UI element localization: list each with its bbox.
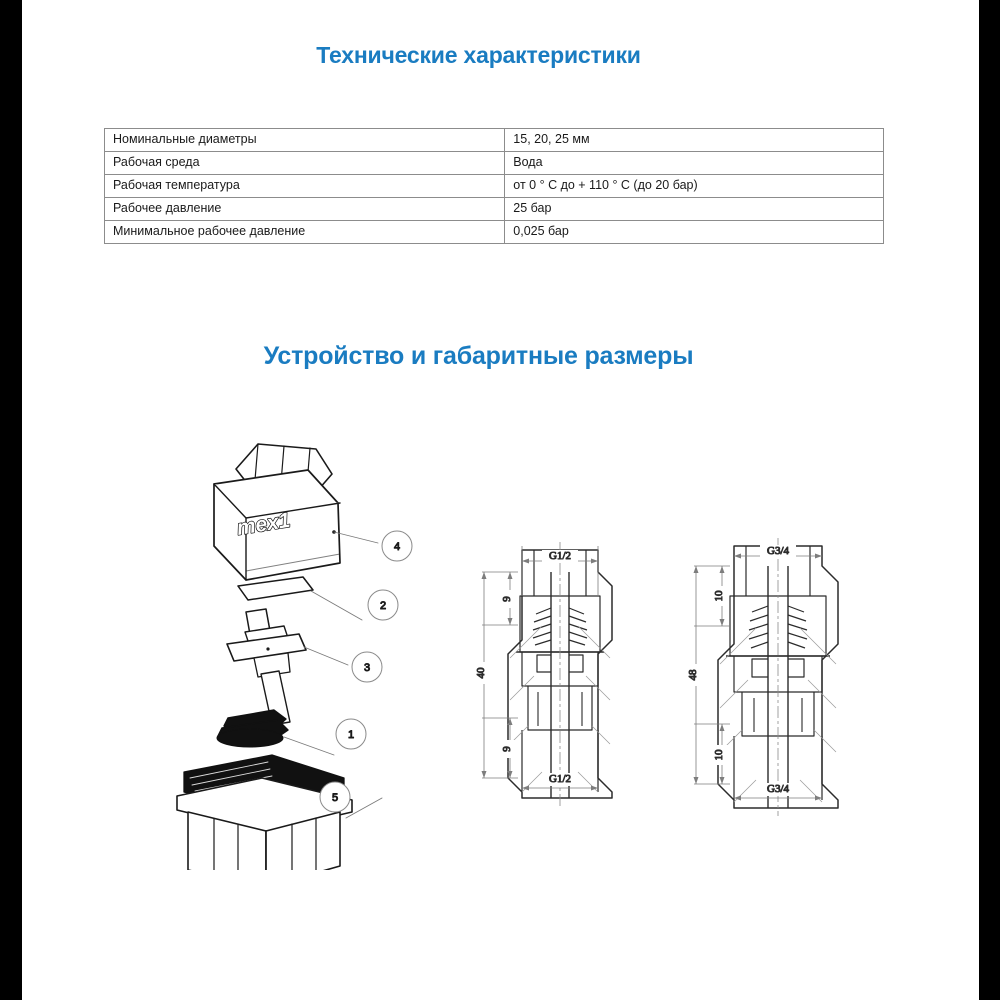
spec-value: 0,025 бар bbox=[505, 221, 884, 244]
spec-value: 15, 20, 25 мм bbox=[505, 129, 884, 152]
leader-line-4 bbox=[334, 532, 378, 543]
leader-line-2 bbox=[311, 591, 362, 620]
dimension-40-total bbox=[475, 572, 491, 778]
dimension-9-top bbox=[482, 572, 518, 625]
part-sealing-cone bbox=[217, 710, 288, 747]
spec-parameter: Минимальное рабочее давление bbox=[105, 221, 505, 244]
dimension-label-thread-top-g12: G1/2 bbox=[549, 550, 571, 562]
specs-heading: Технические характеристики bbox=[316, 42, 641, 68]
dimension-label-thread-bottom-g12: G1/2 bbox=[549, 773, 571, 785]
specifications-table-body bbox=[105, 129, 884, 244]
callout-label-2: 2 bbox=[379, 600, 387, 612]
table-row bbox=[105, 221, 884, 244]
spec-parameter: Рабочая среда bbox=[105, 152, 505, 175]
table-row bbox=[105, 129, 884, 152]
document-page bbox=[22, 0, 979, 1000]
drawings-svg bbox=[22, 400, 979, 870]
spec-parameter: Рабочая температура bbox=[105, 175, 505, 198]
dimension-label-40: 40 bbox=[475, 667, 487, 679]
dimension-label-48: 48 bbox=[687, 669, 699, 681]
brand-logo-text: mex1 bbox=[235, 508, 292, 540]
dimension-48-total bbox=[687, 566, 703, 784]
technical-drawings-area bbox=[22, 400, 979, 870]
callout-bubble-4[interactable] bbox=[382, 531, 412, 561]
dimension-10-top bbox=[694, 566, 730, 626]
part-stem-flange bbox=[227, 609, 306, 725]
dimensions-heading: Устройство и габаритные размеры bbox=[263, 342, 694, 370]
part-gasket-ring bbox=[238, 577, 313, 600]
cross-section-g12 bbox=[475, 542, 612, 870]
dimension-label-9-top: 9 bbox=[501, 596, 513, 602]
callout-label-4: 4 bbox=[393, 541, 401, 553]
spec-parameter: Номинальные диаметры bbox=[105, 129, 505, 152]
spec-value: от 0 ° C до + 110 ° C (до 20 бар) bbox=[505, 175, 884, 198]
part-threaded-base bbox=[177, 755, 352, 870]
callout-bubble-3[interactable] bbox=[352, 652, 382, 682]
leader-line-3 bbox=[304, 647, 348, 665]
specifications-table bbox=[104, 128, 884, 244]
page-edge-right bbox=[979, 0, 1000, 1000]
callout-label-5: 5 bbox=[331, 792, 339, 804]
part-body-cap bbox=[214, 444, 340, 580]
spec-value: 25 бар bbox=[505, 198, 884, 221]
callout-bubble-2[interactable] bbox=[368, 590, 398, 620]
table-row bbox=[105, 198, 884, 221]
callout-bubble-5[interactable] bbox=[320, 782, 350, 812]
dimension-label-10-bottom: 10 bbox=[713, 749, 725, 761]
dimension-label-thread-bottom-g34: G3/4 bbox=[767, 783, 789, 795]
page-edge-left bbox=[0, 0, 22, 1000]
callout-label-1: 1 bbox=[347, 729, 355, 741]
table-row bbox=[105, 152, 884, 175]
dimension-label-thread-top-g34: G3/4 bbox=[767, 545, 789, 557]
dimension-label-9-bottom: 9 bbox=[501, 746, 513, 752]
dimension-label-10-top: 10 bbox=[713, 590, 725, 602]
exploded-view-diagram bbox=[177, 444, 412, 870]
leader-line-1 bbox=[284, 737, 334, 755]
table-row bbox=[105, 175, 884, 198]
spec-parameter: Рабочее давление bbox=[105, 198, 505, 221]
spec-value: Вода bbox=[505, 152, 884, 175]
callout-label-3: 3 bbox=[363, 662, 371, 674]
cross-section-g34 bbox=[687, 538, 838, 816]
callout-bubble-1[interactable] bbox=[336, 719, 366, 749]
